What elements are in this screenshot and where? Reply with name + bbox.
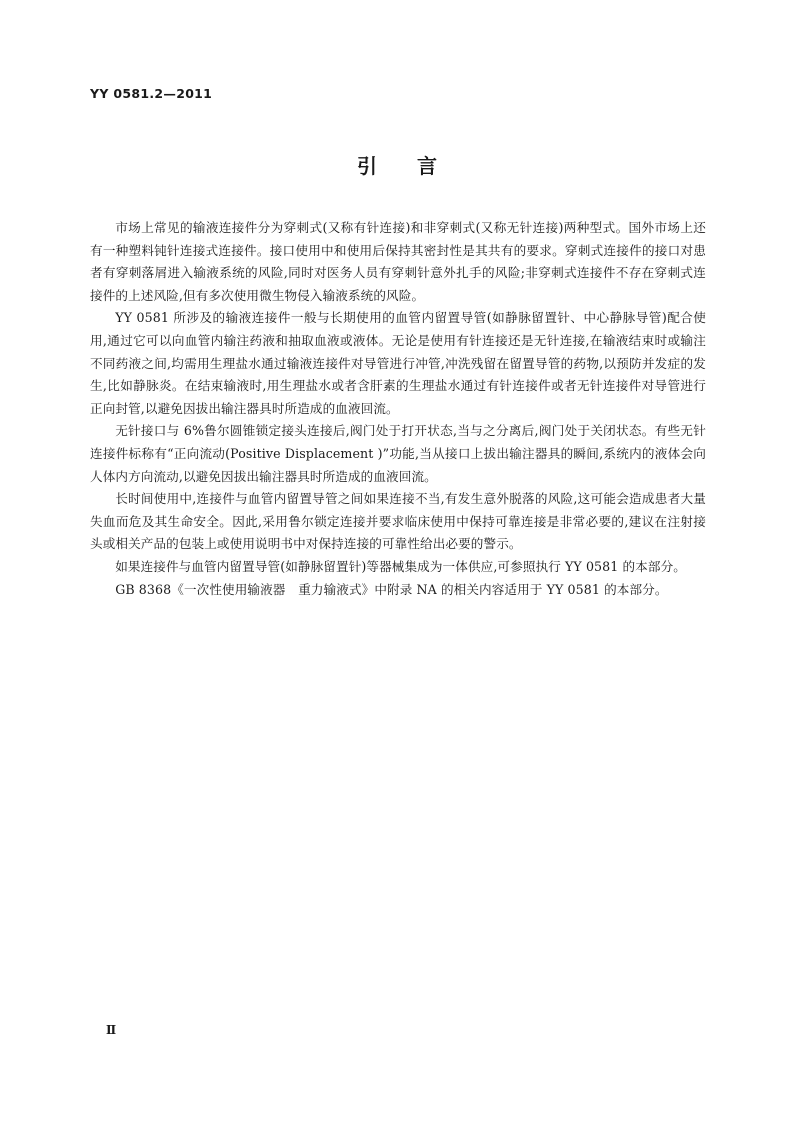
paragraph-6: GB 8368《一次性使用输液器 重力输液式》中附录 NA 的相关内容适用于 YY 0581 的本部分。: [115, 581, 668, 597]
page-number: Ⅱ: [106, 1023, 117, 1037]
paragraph-4: 长时间使用中,连接件与血管内留置导管之间如果连接不当,有发生意外脱落的风险,这可能会造成患者大量失血而危及其生命安全。因此,采用鲁尔锁定连接并要求临床使用中保持可靠连接是非常必要的,建议在注射接头或相关产品的包装上或使用说明书中对保持连接的可靠性给出必要的警示。: [90, 491, 706, 552]
paragraph-5: 如果连接件与血管内留置导管(如静脉留置针)等器械集成为一体供应,可参照执行 YY 0581 的本部分。: [115, 558, 686, 574]
paragraph-3: 无针接口与 6%鲁尔圆锥锁定接头连接后,阀门处于打开状态,当与之分离后,阀门处于关闭状态。有些无针连接件标称有“正向流动(Positive Displacement )”功能,当从接口上拔出输注器具的瞬间,系统内的液体会向人体内方向流动,以避免因拔出输注器具时所造成的血液回流。: [90, 423, 706, 484]
paragraph-2: YY 0581 所涉及的输液连接件一般与长期使用的血管内留置导管(如静脉留置针、中心静脉导管)配合使用,通过它可以向血管内输注药液和抽取血液或液体。无论是使用有针连接还是无针连接,在输液结束时或输注不同药液之间,均需用生理盐水通过输液连接件对导管进行冲管,冲洗残留在留置导管的药物,以预防并发症的发生,比如静脉炎。在结束输液时,用生理盐水或者含肝素的生理盐水通过有针连接件或者无针连接件对导管进行正向封管,以避免因拔出输注器具时所造成的血液回流。: [90, 310, 706, 416]
document-code: YY 0581.2—2011: [90, 86, 213, 101]
paragraph-1: 市场上常见的输液连接件分为穿刺式(又称有针连接)和非穿刺式(又称无针连接)两种型式。国外市场上还有一种塑料钝针连接式连接件。接口使用中和使用后保持其密封性是其共有的要求。穿刺式连接件的接口对患者有穿刺落屑进入输液系统的风险,同时对医务人员有穿刺针意外扎手的风险;非穿刺式连接件不存在穿刺式连接件的上述风险,但有多次使用微生物侵入输液系统的风险。: [90, 220, 706, 303]
title-char-2: 言: [417, 154, 437, 178]
page-title: [0, 150, 794, 179]
introduction-body: [90, 217, 706, 601]
title-char-1: 引: [357, 154, 377, 178]
